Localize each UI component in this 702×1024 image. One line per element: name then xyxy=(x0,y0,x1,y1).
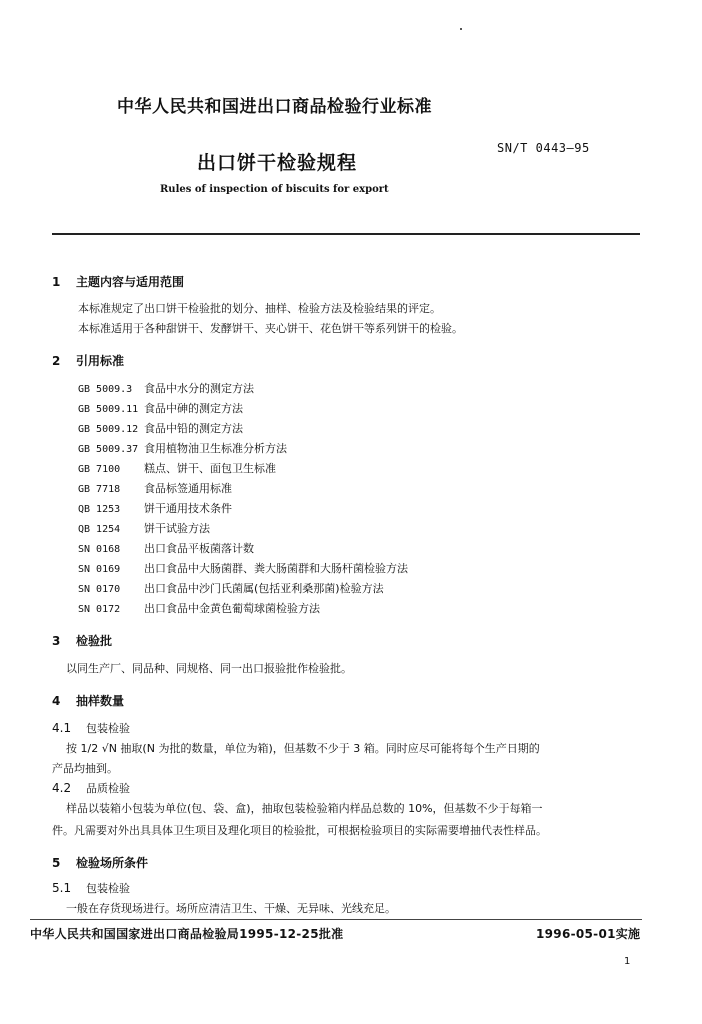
reference-code: SN 0172 xyxy=(78,604,121,615)
subsection-number: 5.1 xyxy=(52,881,72,895)
reference-name: 饼干试验方法 xyxy=(144,522,210,535)
agency-title: 中华人民共和国进出口商品检验行业标准 xyxy=(117,97,432,117)
standard-number: SN/T 0443—95 xyxy=(497,141,590,155)
reference-code: GB 5009.12 xyxy=(78,424,139,435)
page-number: 1 xyxy=(624,956,631,967)
subsection-title: 包装检验 xyxy=(86,882,130,895)
reference-item xyxy=(78,520,210,536)
reference-code: GB 5009.3 xyxy=(78,384,133,395)
reference-name: 食品中铅的测定方法 xyxy=(144,422,243,435)
paragraph-line: 件。凡需要对外出具具体卫生项目及理化项目的检验批，可根据检验项目的实际需要增抽代表性样品。 xyxy=(52,824,547,837)
reference-name: 出口食品中金黄色葡萄球菌检验方法 xyxy=(144,602,320,615)
reference-name: 糕点、饼干、面包卫生标准 xyxy=(144,462,276,475)
reference-code: GB 7718 xyxy=(78,484,121,495)
reference-item xyxy=(78,580,384,596)
document-title: 出口饼干检验规程 xyxy=(197,152,358,174)
section-title: 引用标准 xyxy=(76,354,125,368)
paragraph-line: 一般在存货现场进行。场所应清洁卫生、干燥、无异味、光线充足。 xyxy=(66,902,396,915)
section-number: 5 xyxy=(52,856,61,870)
reference-name: 食品中水分的测定方法 xyxy=(144,382,254,395)
paragraph-line: 样品以装箱小包装为单位(包、袋、盒)，抽取包装检验箱内样品总数的 10%，但基数不少于每箱一 xyxy=(66,802,543,815)
paragraph-line: 以同生产厂、同品种、同规格、同一出口报验批作检验批。 xyxy=(66,662,352,675)
section-3-heading xyxy=(52,632,112,649)
section-4-heading xyxy=(52,692,124,709)
reference-code: QB 1254 xyxy=(78,524,121,535)
subsection-number: 4.2 xyxy=(52,781,72,795)
subsection-number: 4.1 xyxy=(52,721,72,735)
reference-name: 食品标签通用标准 xyxy=(144,482,232,495)
section-5-heading xyxy=(52,854,148,871)
reference-code: SN 0169 xyxy=(78,564,121,575)
reference-item xyxy=(78,460,276,476)
section-title: 检验批 xyxy=(76,634,113,648)
paragraph-line: 本标准适用于各种甜饼干、发酵饼干、夹心饼干、花色饼干等系列饼干的检验。 xyxy=(78,322,463,335)
reference-code: SN 0168 xyxy=(78,544,121,555)
paragraph-line: 按 1/2 √N 抽取(N 为批的数量，单位为箱)，但基数不少于 3 箱。同时应尽可能将每个生产日期的 xyxy=(66,742,540,755)
section-2-heading xyxy=(52,352,124,369)
reference-name: 出口食品中大肠菌群、粪大肠菌群和大肠杆菌检验方法 xyxy=(144,562,408,575)
paragraph-line: 本标准规定了出口饼干检验批的划分、抽样、检验方法及检验结果的评定。 xyxy=(78,302,441,315)
subsection-4-1-heading xyxy=(52,720,130,736)
reference-code: GB 7100 xyxy=(78,464,121,475)
header-rule xyxy=(52,233,640,235)
subsection-4-2-heading xyxy=(52,780,130,796)
reference-name: 饼干通用技术条件 xyxy=(144,502,232,515)
subsection-title: 包装检验 xyxy=(86,722,130,735)
reference-code: GB 5009.37 xyxy=(78,444,139,455)
subsection-5-1-heading xyxy=(52,880,130,896)
reference-code: GB 5009.11 xyxy=(78,404,139,415)
effective-date: 1996-05-01实施 xyxy=(536,927,641,941)
reference-item xyxy=(78,500,232,516)
section-title: 抽样数量 xyxy=(76,694,125,708)
reference-name: 食用植物油卫生标准分析方法 xyxy=(144,442,287,455)
section-number: 4 xyxy=(52,694,61,708)
subsection-title: 品质检验 xyxy=(86,782,130,795)
reference-name: 出口食品平板菌落计数 xyxy=(144,542,254,555)
reference-item xyxy=(78,380,254,396)
reference-item xyxy=(78,600,320,616)
reference-item xyxy=(78,540,254,556)
section-title: 检验场所条件 xyxy=(76,856,149,870)
section-number: 2 xyxy=(52,354,61,368)
scan-speck xyxy=(460,28,462,30)
section-number: 3 xyxy=(52,634,61,648)
reference-item xyxy=(78,420,243,436)
document-subtitle-en: Rules of inspection of biscuits for export xyxy=(160,184,389,195)
paragraph-line: 产品均抽到。 xyxy=(52,762,118,775)
reference-item xyxy=(78,440,287,456)
section-1-heading xyxy=(52,273,184,290)
reference-item xyxy=(78,480,232,496)
reference-code: SN 0170 xyxy=(78,584,121,595)
issue-statement: 中华人民共和国国家进出口商品检验局1995-12-25批准 xyxy=(30,927,344,941)
section-number: 1 xyxy=(52,275,61,289)
reference-code: QB 1253 xyxy=(78,504,121,515)
reference-name: 食品中砷的测定方法 xyxy=(144,402,243,415)
footer-rule xyxy=(30,919,642,920)
reference-item xyxy=(78,560,408,576)
reference-name: 出口食品中沙门氏菌属(包括亚利桑那菌)检验方法 xyxy=(144,582,384,595)
section-title: 主题内容与适用范围 xyxy=(76,275,185,289)
reference-item xyxy=(78,400,243,416)
